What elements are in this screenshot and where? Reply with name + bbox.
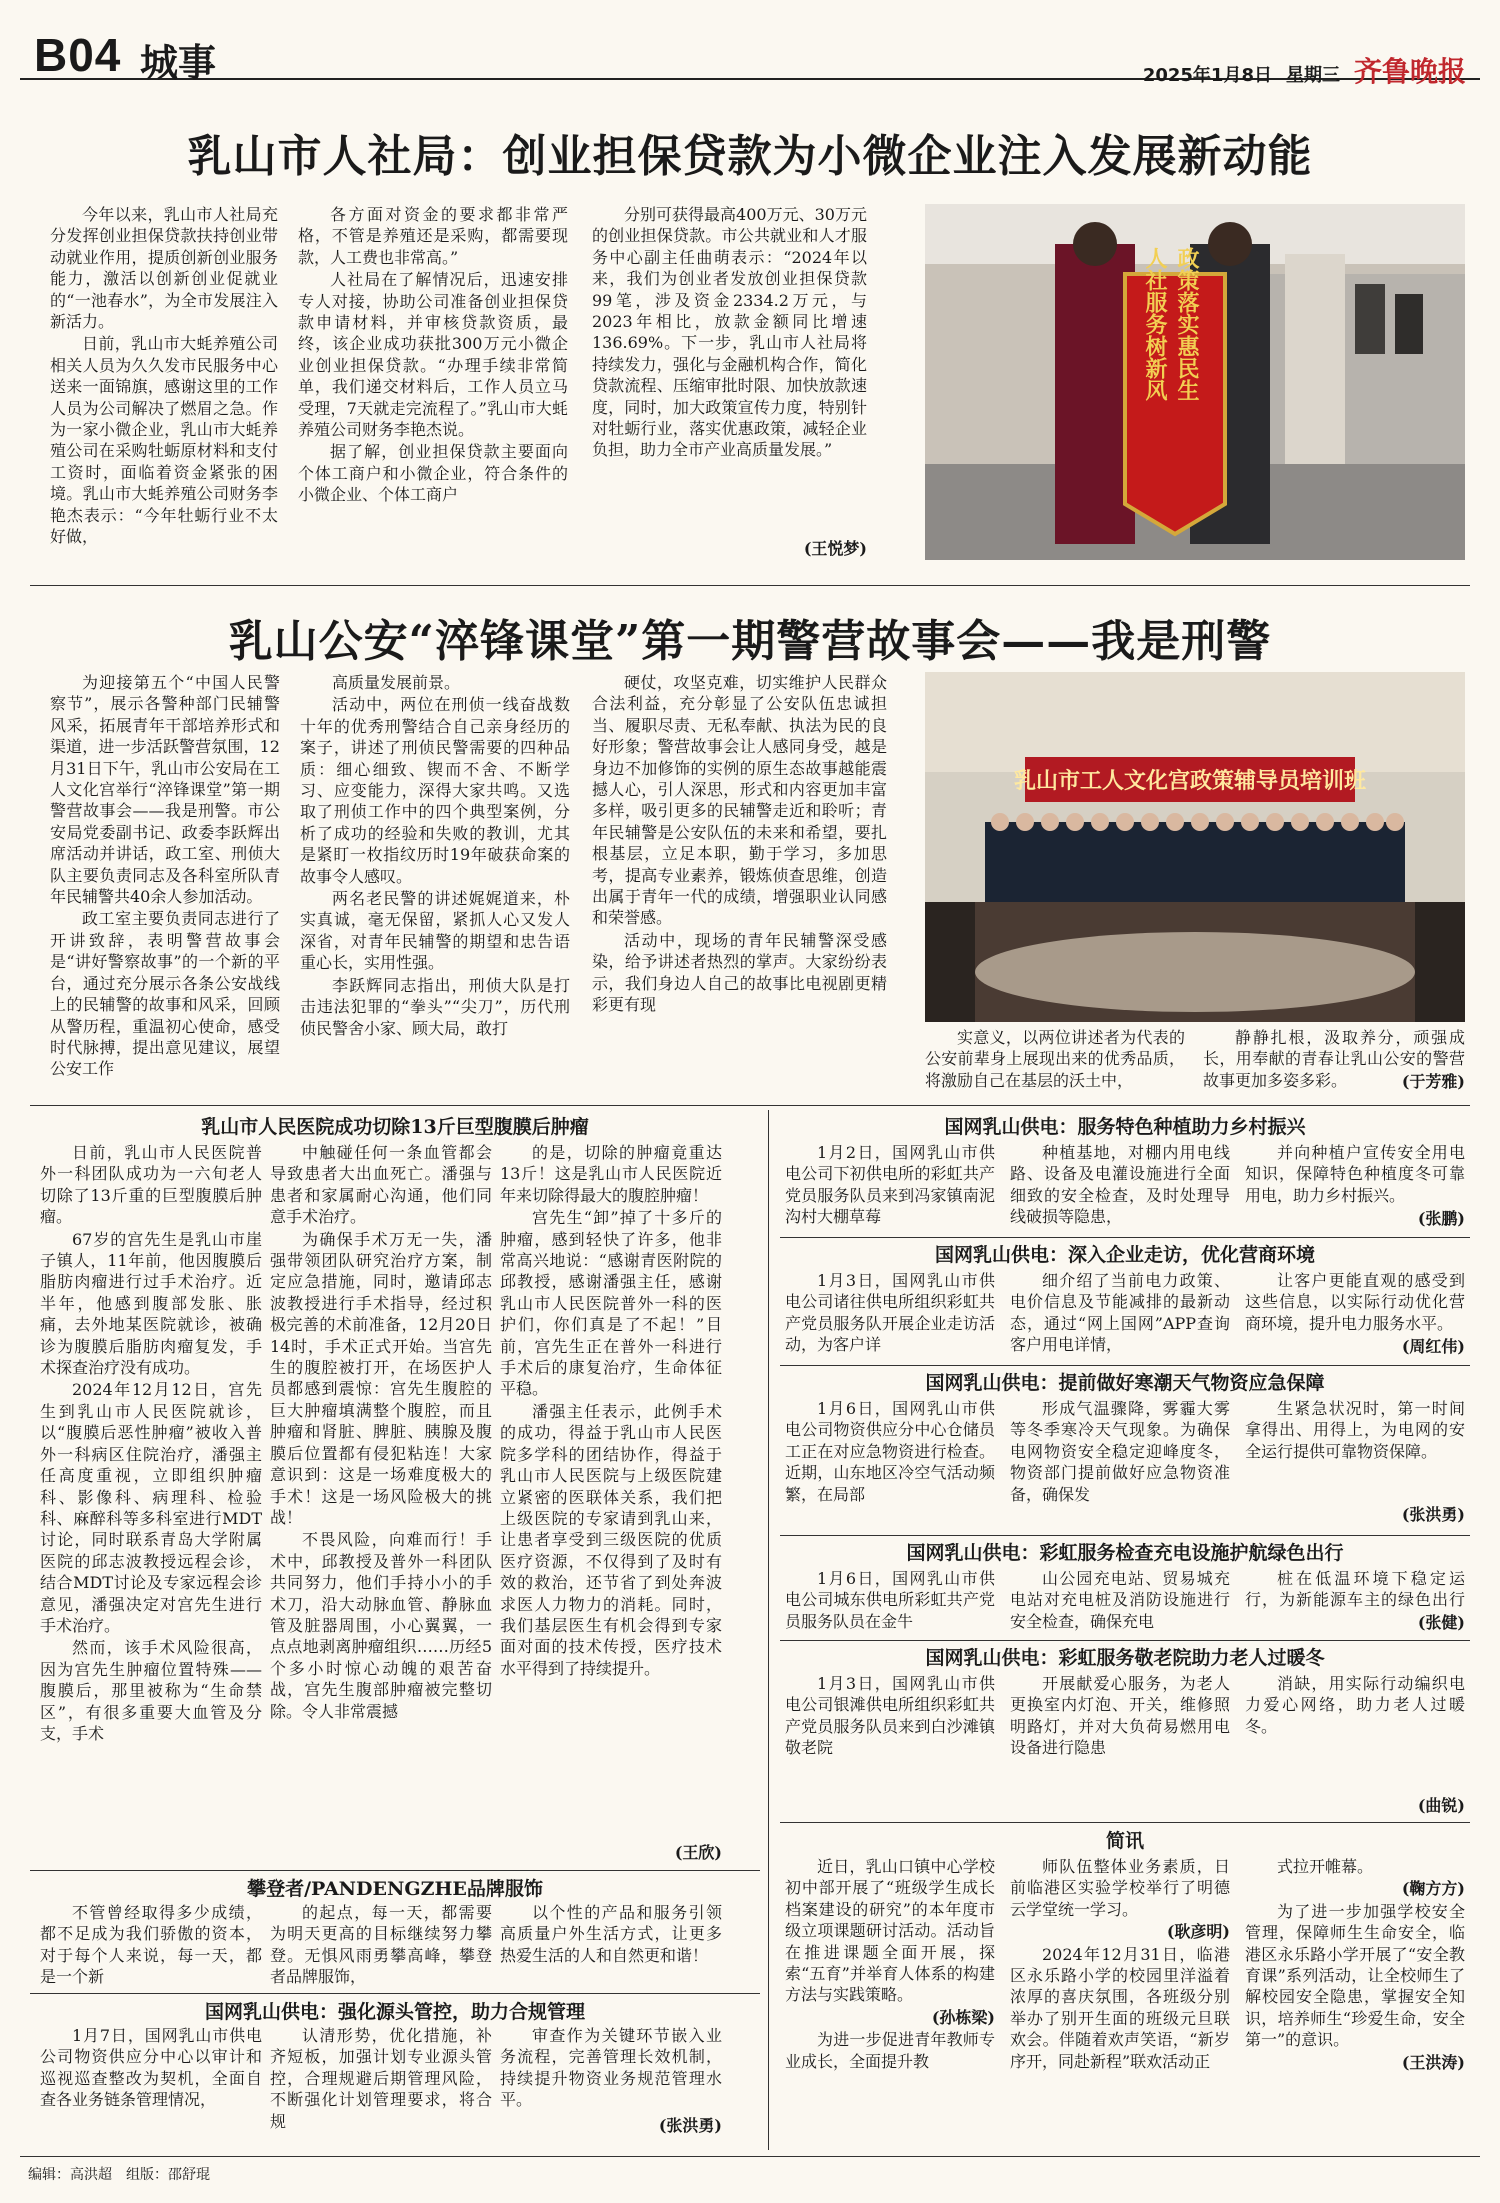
paragraph: 1月7日，国网乳山市供电公司物资供应分中心以审计和巡视巡查整改为契机，全面自查各业务链条管理情况， — [40, 2026, 262, 2110]
right-2-headline: 国网乳山供电：深入企业走访，优化营商环境 — [934, 1244, 1315, 1266]
article-3-headline: 乳山市人民医院成功切除13斤巨型腹膜后肿瘤 — [201, 1116, 589, 1138]
article-1-photo — [925, 204, 1465, 560]
paragraph: 为迎接第五个“中国人民警察节”，展示各警种部门民辅警风采，拓展青年干部培养形式和渠道，进一步活跃警营氛围，12月31日下午，乳山市公安局在工人文化宫举行“淬锋课堂”第一期警营故事会——我是刑警。市公安局党委副书记、政委李跃辉出席活动并讲话，政工室、刑侦大队主要负责同志及各科室所队青年民辅警共40余人参加活动。 — [50, 673, 280, 907]
svg-text:政策落实惠民生: 政策落实惠民生 — [1174, 247, 1200, 401]
right-2-col-2 — [1010, 1270, 1230, 1358]
paragraph: 今年以来，乳山市人社局充分发挥创业担保贷款扶持创业带动就业作用，提质创新创业服务能力，激活以创新创业促就业的“一池春水”，为全市发展注入新活力。 — [50, 205, 278, 332]
paragraph: 审查作为关键环节嵌入业务流程，完善管理长效机制，持续提升物资业务规范管理水平。 — [500, 2026, 722, 2110]
right-3-col-2 — [1010, 1398, 1230, 1528]
divider — [780, 1640, 1470, 1641]
article-3-byline: (王欣) — [674, 1843, 722, 1862]
right-1-col-3 — [1245, 1142, 1465, 1208]
divider — [780, 1535, 1470, 1536]
article-3-col-1 — [40, 1142, 262, 1864]
paragraph: 不畏风险，向难而行！手术中，邱教授及普外一科团队共同努力，他们手持小小的手术刀，沿大动脉血管、静脉血管及脏器周围，小心翼翼，一点点地剥离肿瘤组织……历经5个多小时惊心动魄的艰苦奋战，宫先生腹部肿瘤被完整切除。令人非常震撼 — [270, 1530, 492, 1721]
paragraph: 不管曾经取得多少成绩，都不足成为我们骄傲的资本，对于每个人来说，每一天，都是一个新 — [40, 1903, 262, 1987]
divider — [780, 1365, 1470, 1366]
paragraph: 各方面对资金的要求都非常严格，不管是养殖还是采购，都需要现款，人工费也非常高。” — [298, 205, 568, 267]
paragraph: 桩在低温环境下稳定运行，为新能源车主的绿色出行 — [1245, 1569, 1465, 1610]
paragraph: 的起点，每一天，都需要为明天更高的目标继续努力攀登。无惧风雨勇攀高峰，攀登者品牌服饰， — [270, 1903, 492, 1987]
paragraph: 形成气温骤降，雾霾大雾等冬季寒冷天气现象。为确保电网物资安全稳定迎峰度冬，物资部门提前做好应急物资准备，确保发 — [1010, 1399, 1230, 1504]
right-5-headline: 国网乳山供电：彩虹服务敬老院助力老人过暖冬 — [925, 1647, 1325, 1669]
paragraph: 细介绍了当前电力政策、电价信息及节能减排的最新动态，通过“网上国网”APP查询客户用电详情， — [1010, 1271, 1230, 1355]
article-5-col-2 — [270, 2025, 492, 2150]
paragraph: 中触碰任何一条血管都会导致患者大出血死亡。潘强与患者和家属耐心沟通，他们同意手术治疗。 — [270, 1143, 492, 1227]
paragraph: 开展献爱心服务，为老人更换室内灯泡、开关，维修照明路灯，并对大负荷易燃用电设备进行隐患 — [1010, 1674, 1230, 1758]
issue-date: 2025年1月8日 — [1142, 65, 1272, 86]
paragraph: 的是，切除的肿瘤竟重达13斤！这是乳山市人民医院近年来切除得最大的腹腔肿瘤！ — [500, 1143, 722, 1205]
divider — [30, 585, 1470, 586]
article-2-col-2 — [300, 672, 570, 1092]
divider — [30, 1105, 1470, 1106]
paragraph: 让客户更能直观的感受到这些信息，以实际行动优化营商环境，提升电力服务水平。 — [1245, 1271, 1465, 1333]
article-1-col-3 — [592, 204, 867, 538]
paragraph: 1月3日，国网乳山市供电公司银滩供电所组织彩虹共产党员服务队员来到白沙滩镇敬老院 — [785, 1674, 995, 1758]
paragraph: 2024年12月31日，临港区永乐路小学的校园里洋溢着浓厚的喜庆氛围，各班级分别举办了别开生面的班级元旦联欢会。伴随着欢声笑语，“新岁序开，同赴新程”联欢活动正 — [1010, 1944, 1230, 2071]
right-2-col-3 — [1245, 1270, 1465, 1336]
divider — [30, 1870, 760, 1871]
article-4-col-3 — [500, 1902, 722, 1990]
paragraph: 人社局在了解情况后，迅速安排专人对接，协助公司准备创业担保贷款申请材料，并审核贷款资质，最终，该企业成功获批300万元小微企业创业担保贷款。“办理手续非常简单，我们递交材料后，工作人员立马受理，7天就走完流程了。”乳山市大蚝养殖公司财务李艳杰说。 — [298, 270, 568, 440]
weekday: 星期三 — [1285, 65, 1340, 86]
divider — [780, 1822, 1470, 1823]
right-3-byline: (张洪勇) — [1401, 1505, 1465, 1524]
right-5-col-1 — [785, 1673, 995, 1761]
article-3-col-2 — [270, 1142, 492, 1864]
paragraph: 师队伍整体业务素质，日前临港区实验学校举行了明德云学堂统一学习。 — [1010, 1857, 1230, 1919]
right-4-col-1 — [785, 1568, 995, 1634]
right-1-col-1 — [785, 1142, 995, 1230]
paragraph: 认清形势，优化措施，补齐短板，加强计划专业源头管控，合理规避后期管理风险，不断强化计划管理要求，将合规 — [270, 2026, 492, 2131]
paragraph: 为进一步促进青年教师专业成长，全面提升教 — [785, 2030, 995, 2071]
paragraph: 两名老民警的讲述娓娓道来，朴实真诚，毫无保留，紧抓人心又发人深省，对青年民辅警的期望和忠告语重心长，实用性强。 — [300, 889, 570, 973]
paragraph: 67岁的宫先生是乳山市崖子镇人，11年前，他因腹膜后脂肪肉瘤进行过手术治疗。近半年，他感到腹部发胀、胀痛，去外地某医院就诊，被确诊为腹膜后脂肪肉瘤复发，手术探查治疗没有成功。 — [40, 1229, 262, 1378]
article-2-col-1 — [50, 672, 280, 1092]
paragraph: 硬仗，攻坚克难，切实维护人民群众合法利益，充分彰显了公安队伍忠诚担当、履职尽责、无私奉献、执法为民的良好形象；警营故事会让人感同身受，越是身边不加修饰的实例的原生态故事越能震撼人心，引人深思，形式和内容更加丰富多样，吸引更多的民辅警走近和聆听；青年民辅警是公安队伍的未来和希望，要扎根基层，立足本职，勤于学习，多加思考，提高专业素养，锻炼侦查思维，创造出属于青年一代的成绩，增强职业认同感和荣誉感。 — [592, 673, 887, 928]
paragraph: 消缺，用实际行动编织电力爱心网络，助力老人过暖冬。 — [1245, 1674, 1465, 1736]
paragraph: 山公园充电站、贸易城充电站对充电桩及消防设施进行安全检查，确保充电 — [1010, 1569, 1230, 1631]
right-4-byline: (张健) — [1245, 1612, 1465, 1634]
right-5-col-3 — [1245, 1673, 1465, 1739]
right-3-col-3 — [1245, 1398, 1465, 1486]
right-2-col-1 — [785, 1270, 995, 1358]
article-5-col-1 — [40, 2025, 262, 2150]
paragraph: 1月2日，国网乳山市供电公司下初供电所的彩虹共产党员服务队员来到冯家镇南泥沟村大棚草莓 — [785, 1143, 995, 1227]
paragraph: 1月3日，国网乳山市供电公司诸往供电所组织彩虹共产党员服务队开展企业走访活动，为客户详 — [785, 1271, 995, 1355]
paragraph: (耿彦明) — [1166, 1922, 1230, 1942]
right-1-headline: 国网乳山供电：服务特色种植助力乡村振兴 — [944, 1116, 1306, 1138]
article-5-byline: (张洪勇) — [658, 2116, 722, 2135]
paragraph: 为确保手术万无一失，潘强带领团队研究治疗方案，制定应急措施，同时，邀请邱志波教授进行手术指导，经过积极完善的术前准备，12月20日14时，手术正式开始。当宫先生的腹腔被打开，在场医护人员都感到震惊：宫先生腹腔的巨大肿瘤填满整个腹腔，而且肿瘤和肾脏、脾脏、胰腺及腹膜后位置都有侵犯粘连！大家意识到：这是一场难度极大的手术！这是一场风险极大的挑战！ — [270, 1229, 492, 1527]
article-4-col-2 — [270, 1902, 492, 1990]
article-1-headline: 乳山市人社局：创业担保贷款为小微企业注入发展新动能 — [187, 131, 1313, 182]
paragraph: 分别可获得最高400万元、30万元的创业担保贷款。市公共就业和人才服务中心副主任曲萌表示：“2024年以来，我们为创业者发放创业担保贷款99笔，涉及资金2334.2万元，与2023年相比，放款金额同比增速136.69%。下一步，乳山市人社局将持续发力，强化与金融机构合作，简化贷款流程、压缩审批时限、加快放款速度，同时，加大政策宣传力度，特别针对牡蛎行业，落实优惠政策，减轻企业负担，助力全市产业高质量发展。” — [592, 205, 867, 460]
right-5-byline: (曲锐) — [1417, 1796, 1465, 1815]
paragraph: 李跃辉同志指出，刑侦大队是打击违法犯罪的“拳头”“尖刀”，历代刑侦民警舍小家、顾大局，敢打 — [300, 975, 570, 1038]
article-1-col-1 — [50, 204, 278, 560]
right-3-headline: 国网乳山供电：提前做好寒潮天气物资应急保障 — [925, 1372, 1325, 1394]
paragraph: 活动中，两位在刑侦一线奋战数十年的优秀刑警结合自己亲身经历的案子，讲述了刑侦民警需要的四种品质：细心细致、锲而不舍、不断学习、应变能力，深得大家共鸣。又选取了刑侦工作中的四个典型案例，分析了成功的经验和失败的教训，尤其是紧盯一枚指纹历时19年破获命案的故事令人感叹。 — [300, 695, 570, 886]
section-name: 城事 — [140, 40, 217, 85]
divider — [30, 1993, 760, 1994]
paragraph: 然而，该手术风险很高，因为宫先生肿瘤位置特殊——腹膜后，那里被称为“生命禁区”，有很多重要大血管及分支，手术 — [40, 1638, 262, 1743]
footer-credits: 编辑：高洪超 组版：邵舒琨 — [28, 2167, 210, 2183]
paragraph: 1月6日，国网乳山市供电公司物资供应分中心仓储员工正在对应急物资进行检查。近期，山东地区冷空气活动频繁，在局部 — [785, 1399, 995, 1504]
article-3-col-3 — [500, 1142, 722, 1842]
paragraph: 日前，乳山市大蚝养殖公司相关人员为久久发市民服务中心送来一面锦旗，感谢这里的工作人员为公司解决了燃眉之急。作为一家小微企业，乳山市大蚝养殖公司在采购牡蛎原材料和支付工资时，面临着资金紧张的困境。乳山市大蚝养殖公司财务李艳杰表示：“今年牡蛎行业不太好做， — [50, 334, 278, 547]
paragraph: 宫先生“卸”掉了十多斤的肿瘤，感到轻快了许多，他非常高兴地说：“感谢青医附院的邱教授，感谢潘强主任，感谢乳山市人民医院普外一科的医护们，你们真是了不起！”目前，宫先生正在普外一科进行手术后的康复治疗，生命体征平稳。 — [500, 1208, 722, 1399]
column-divider — [768, 1110, 769, 2150]
newspaper-brand: 齐鲁晚报 — [1353, 55, 1466, 88]
paragraph: 静静扎根，汲取养分，顽强成长，用奉献的青春让乳山公安的警营故事更加多姿多彩。 — [1203, 1028, 1465, 1090]
brief-col-3 — [1245, 1856, 1465, 2150]
footer-rule — [20, 2156, 1480, 2157]
article-1-byline: (王悦梦) — [803, 539, 867, 558]
article-2-headline: 乳山公安“淬锋课堂”第一期警营故事会——我是刑警 — [228, 616, 1272, 667]
header-info — [1143, 50, 1466, 90]
right-5-col-2 — [1010, 1673, 1230, 1761]
paragraph: (王洪涛) — [1401, 2052, 1465, 2072]
article-5-col-3 — [500, 2025, 722, 2115]
paragraph: 式拉开帷幕。 — [1277, 1857, 1374, 1876]
paragraph: 2024年12月12日，宫先生到乳山市人民医院就诊，以“腹膜后恶性肿瘤”被收入普外一科病区住院治疗，潘强主任高度重视，立即组织肿瘤科、影像科、病理科、检验科、麻醉科等多科室进行MDT讨论，同时联系青岛大学附属医院的邱志波教授远程会诊，结合MDT讨论及专家远程会诊意见，潘强决定对宫先生进行手术治疗。 — [40, 1380, 262, 1635]
paragraph: 政工室主要负责同志进行了开讲致辞，表明警营故事会是“讲好警察故事”的一个新的平台，通过充分展示各条公安战线上的民辅警的故事和风采，回顾从警历程，重温初心使命，感受时代脉搏，提出意见建议，展望公安工作 — [50, 909, 280, 1079]
paragraph: 活动中，现场的青年民辅警深受感染，给予讲述者热烈的掌声。大家纷纷表示，我们身边人自己的故事比电视剧更精彩更有现 — [592, 930, 887, 1015]
paragraph: 高质量发展前景。 — [332, 673, 461, 692]
photo-banner-text: 乳山市工人文化宫政策辅导员培训班 — [1013, 768, 1367, 794]
article-5-headline: 国网乳山供电：强化源头管控，助力合规管理 — [204, 2001, 585, 2023]
article-4-headline: 攀登者/PANDENGZHE品牌服饰 — [247, 1878, 543, 1900]
paragraph: 实意义，以两位讲述者为代表的公安前辈身上展现出来的优秀品质，将激励自己在基层的沃土中， — [925, 1028, 1185, 1090]
right-4-col-2 — [1010, 1568, 1230, 1634]
article-2-photo — [925, 672, 1465, 1022]
article-4-col-1 — [40, 1902, 262, 1990]
paragraph: 近日，乳山口镇中心学校初中部开展了“班级学生成长档案建设的研究”的本年度市级立项课题研讨活动。活动旨在推进课题全面开展，探索“五育”并举育人体系的构建方法与实践策略。 — [785, 1857, 995, 2005]
paragraph: (鞠方方) — [1401, 1879, 1465, 1899]
divider — [780, 1237, 1470, 1238]
right-3-col-1 — [785, 1398, 995, 1528]
paragraph: 为了进一步加强学校安全管理，保障师生生命安全，临港区永乐路小学开展了“安全教育课”系列活动，让全校师生了解校园安全隐患，掌握安全知识，培养师生“珍爱生命，安全第一”的意识。 — [1245, 1901, 1465, 2050]
paragraph: 生紧急状况时，第一时间拿得出、用得上，为电网的安全运行提供可靠物资保障。 — [1245, 1399, 1465, 1461]
right-1-byline: (张鹏) — [1417, 1209, 1465, 1228]
brief-col-1 — [785, 1856, 995, 2150]
article-2-col-3 — [592, 672, 887, 1092]
paragraph: 并向种植户宣传安全用电知识，保障特色种植度冬可靠用电，助力乡村振兴。 — [1245, 1143, 1465, 1205]
right-1-col-2 — [1010, 1142, 1230, 1230]
brief-col-2 — [1010, 1856, 1230, 2150]
page-number: B04 — [34, 29, 122, 81]
paragraph: 1月6日，国网乳山市供电公司城东供电所彩虹共产党员服务队员在金牛 — [785, 1569, 995, 1631]
page-header — [20, 28, 1480, 88]
article-1-col-2 — [298, 204, 568, 560]
paragraph: 据了解，创业担保贷款主要面向个体工商户和小微企业，符合条件的小微企业、个体工商户 — [298, 442, 568, 505]
paragraph: 种植基地，对棚内用电线路、设备及电灌设施进行全面细致的安全检查，及时处理导线破损等隐患， — [1010, 1143, 1230, 1227]
paragraph: 潘强主任表示，此例手术的成功，得益于乳山市人民医院多学科的团结协作，得益于乳山市人民医院与上级医院建立紧密的医联体关系，我们把上级医院的专家请到乳山来，让患者享受到三级医院的优质医疗资源，不仅得到了及时有效的救治，还节省了到处奔波求医人力物力的消耗。同时，我们基层医生有机会得到专家面对面的技术传授，医疗技术水平得到了持续提升。 — [500, 1401, 722, 1678]
article-2-byline: (于芳雅) — [1401, 1072, 1465, 1091]
svg-text:人社服务树新风: 人社服务树新风 — [1142, 247, 1168, 401]
article-2-col-4 — [925, 1027, 1185, 1093]
brief-headline: 简讯 — [1105, 1830, 1144, 1852]
paragraph: 以个性的产品和服务引领高质量户外生活方式，让更多热爱生活的人和自然更和谐！ — [500, 1903, 722, 1965]
right-2-byline: (周红伟) — [1401, 1337, 1465, 1356]
paragraph: 日前，乳山市人民医院普外一科团队成功为一六旬老人切除了13斤重的巨型腹膜后肿瘤。 — [40, 1143, 262, 1227]
right-4-headline: 国网乳山供电：彩虹服务检查充电设施护航绿色出行 — [906, 1542, 1344, 1564]
paragraph: (孙栋梁) — [931, 2007, 995, 2027]
